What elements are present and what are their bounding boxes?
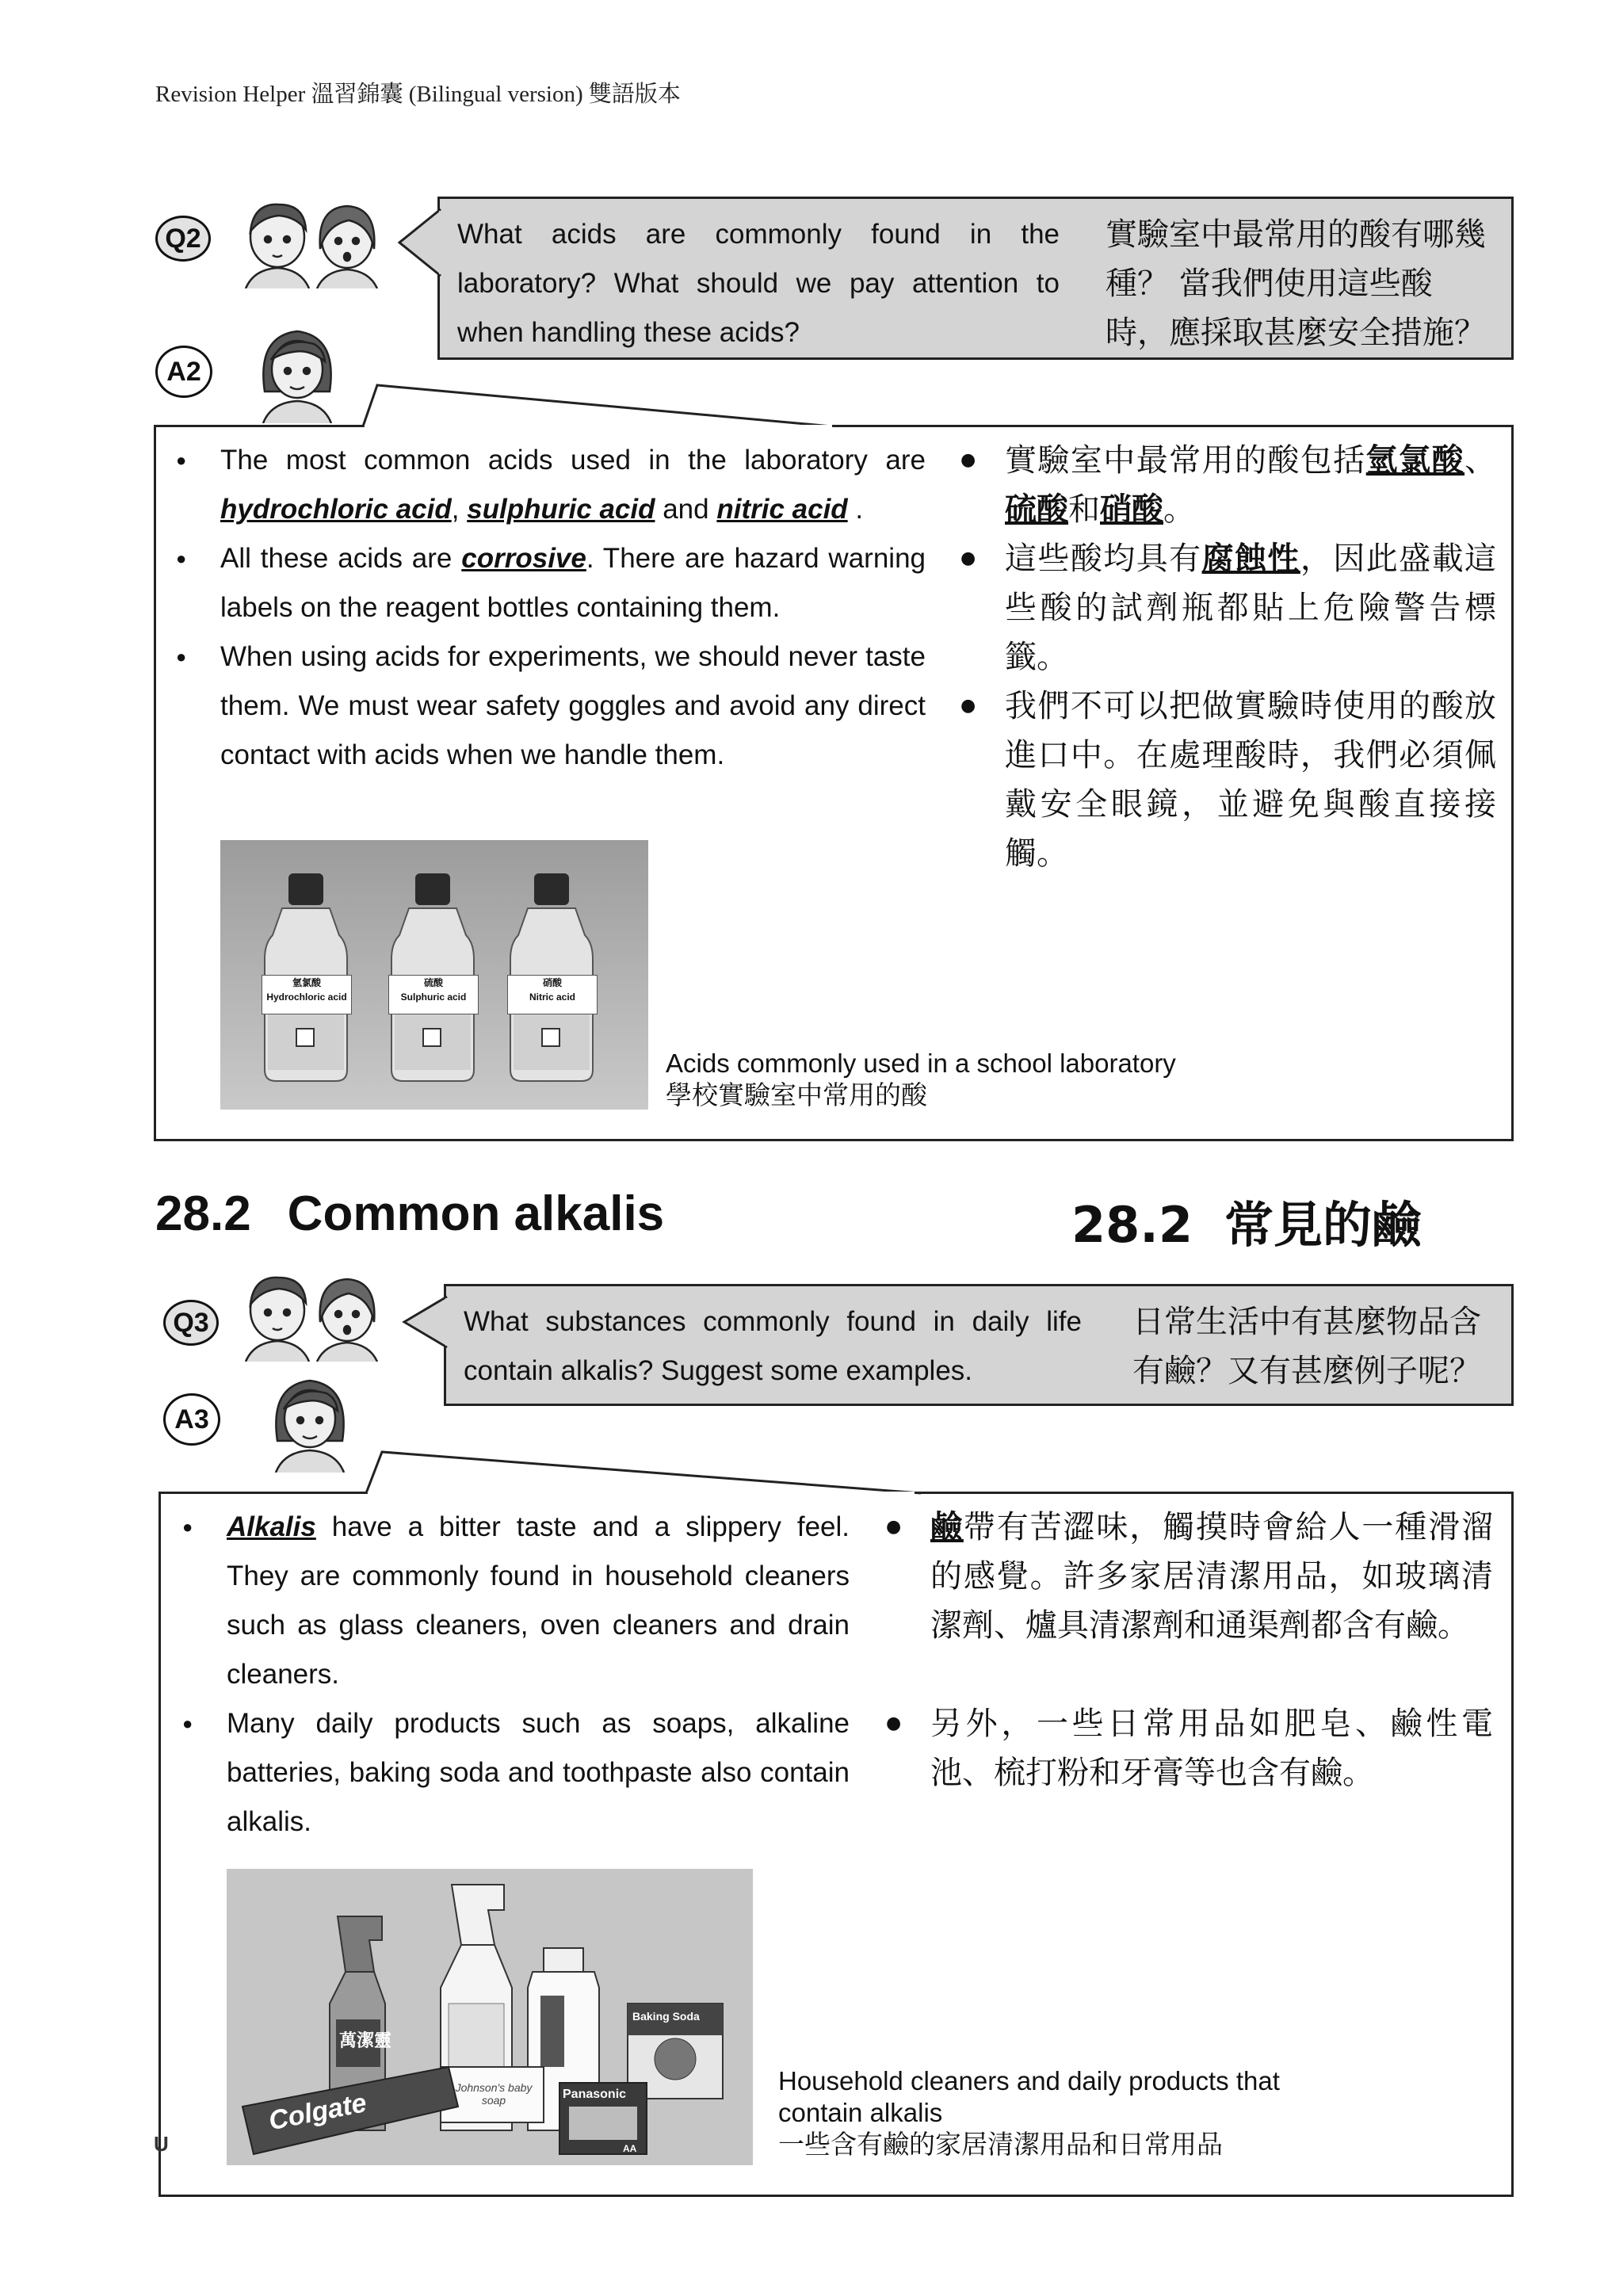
bottle-label-nitric: 硝酸 Nitric acid — [507, 975, 598, 1014]
q3-question-zh: 日常生活中有甚麼物品含有鹼？又有甚麼例子呢？ — [1132, 1304, 1481, 1389]
keyword-hydrochloric-acid: hydrochloric acid — [220, 494, 452, 525]
a2-zh-bullet-1: ● 實驗室中最常用的酸包括氫氯酸、硫酸和硝酸。 — [1005, 436, 1496, 534]
baking-soda-label: Baking Soda — [632, 2010, 700, 2023]
q3-question-box — [444, 1284, 1514, 1406]
a2-bubble-pointer — [349, 384, 840, 428]
students-illustration — [238, 193, 388, 288]
a3-list-en — [227, 1503, 850, 1847]
a2-en-bullet-2: ● All these acids are corrosive. There are hazard warning labels on the reagent bottles containing them. — [220, 534, 926, 632]
soap-label: Johnson's baby soap — [455, 2081, 533, 2107]
batteries-size-label: AA — [623, 2143, 637, 2154]
a2-zh-bullet-3: ● 我們不可以把做實驗時使用的酸放進口中。在處理酸時，我們必須佩戴安全眼鏡，並避免與酸直接接觸。 — [1005, 682, 1496, 878]
a2-list-zh — [1005, 436, 1496, 878]
q3-badge: Q3 — [163, 1300, 219, 1346]
household-products-photo — [227, 1869, 753, 2165]
batteries-label: Panasonic — [563, 2088, 627, 2101]
a3-badge: A3 — [163, 1393, 220, 1446]
section-title-en: 28.2 Common alkalis — [155, 1186, 665, 1241]
footer-mark: U — [154, 2132, 169, 2156]
a2-list-en — [220, 436, 926, 780]
keyword-corrosive: corrosive — [461, 543, 586, 574]
students-illustration — [238, 1266, 388, 1362]
page-header: Revision Helper 溫習錦囊 (Bilingual version) 雙語版本 — [155, 82, 681, 107]
caption-zh: 學校實驗室中常用的酸 — [666, 1080, 927, 1110]
keyword-sulphuric-acid: sulphuric acid — [467, 494, 655, 525]
caption-en: Household cleaners and daily products that contain alkalis — [778, 2066, 1280, 2127]
a3-en-bullet-1: ● Alkalis have a bitter taste and a slippery feel. They are commonly found in household cleaners such as glass cleaners, oven cleaners and drain cleaners. — [227, 1503, 850, 1699]
a3-en-bullet-2: ● Many daily products such as soaps, alkaline batteries, baking soda and toothpaste also contain alkalis. — [227, 1699, 850, 1847]
a3-photo-caption — [778, 2065, 1301, 2160]
q3-question-en: What substances commonly found in daily life contain alkalis? Suggest some examples. — [464, 1306, 1082, 1386]
a3-bubble-pointer — [358, 1450, 929, 1495]
toothpaste-label: Colgate — [266, 2088, 369, 2137]
q2-question-zh: 實驗室中最常用的酸有哪幾種？ 當我們使用這些酸時，應採取甚麼安全措施？ — [1106, 216, 1486, 351]
q2-bubble-pointer — [396, 208, 442, 279]
teacher-illustration — [254, 320, 341, 423]
q2-question-box — [437, 197, 1514, 360]
acid-bottles-photo — [220, 840, 648, 1110]
cleaner-label: 萬潔靈 — [339, 2031, 392, 2051]
a2-badge: A2 — [155, 346, 212, 398]
q3-bubble-pointer — [401, 1295, 449, 1350]
a2-zh-bullet-2: ● 這些酸均具有腐蝕性，因此盛載這些酸的試劑瓶都貼上危險警告標籤。 — [1005, 534, 1496, 682]
q2-badge: Q2 — [155, 216, 211, 262]
bottle-label-hydrochloric: 氫氯酸 Hydrochloric acid — [262, 975, 352, 1014]
keyword-nitric-acid: nitric acid — [716, 494, 848, 525]
caption-zh: 一些含有鹼的家居清潔用品和日常用品 — [778, 2130, 1223, 2159]
a2-photo-caption — [666, 1048, 1300, 1111]
bottle-label-sulphuric: 硫酸 Sulphuric acid — [388, 975, 479, 1014]
section-title-zh: 28.2 常見的鹼 — [1071, 1196, 1421, 1254]
teacher-illustration — [266, 1370, 353, 1473]
a3-list-zh — [930, 1503, 1493, 1797]
caption-en: Acids commonly used in a school laboratory — [666, 1049, 1176, 1078]
a3-zh-bullet-2: ● 另外，一些日常用品如肥皂、鹼性電池、梳打粉和牙膏等也含有鹼。 — [930, 1699, 1493, 1797]
q2-question-en: What acids are commonly found in the laboratory? What should we pay attention to when handling these acids? — [457, 219, 1060, 348]
a2-en-bullet-1: ● The most common acids used in the laboratory are hydrochloric acid, sulphuric acid and nitric acid . — [220, 436, 926, 534]
keyword-alkalis: Alkalis — [227, 1511, 316, 1542]
a2-en-bullet-3: ● When using acids for experiments, we should never taste them. We must wear safety goggles and avoid any direct contact with acids when we handle them. — [220, 632, 926, 780]
a3-zh-bullet-1: ● 鹼帶有苦澀味，觸摸時會給人一種滑溜的感覺。許多家居清潔用品，如玻璃清潔劑、爐具清潔劑和通渠劑都含有鹼。 — [930, 1503, 1493, 1650]
